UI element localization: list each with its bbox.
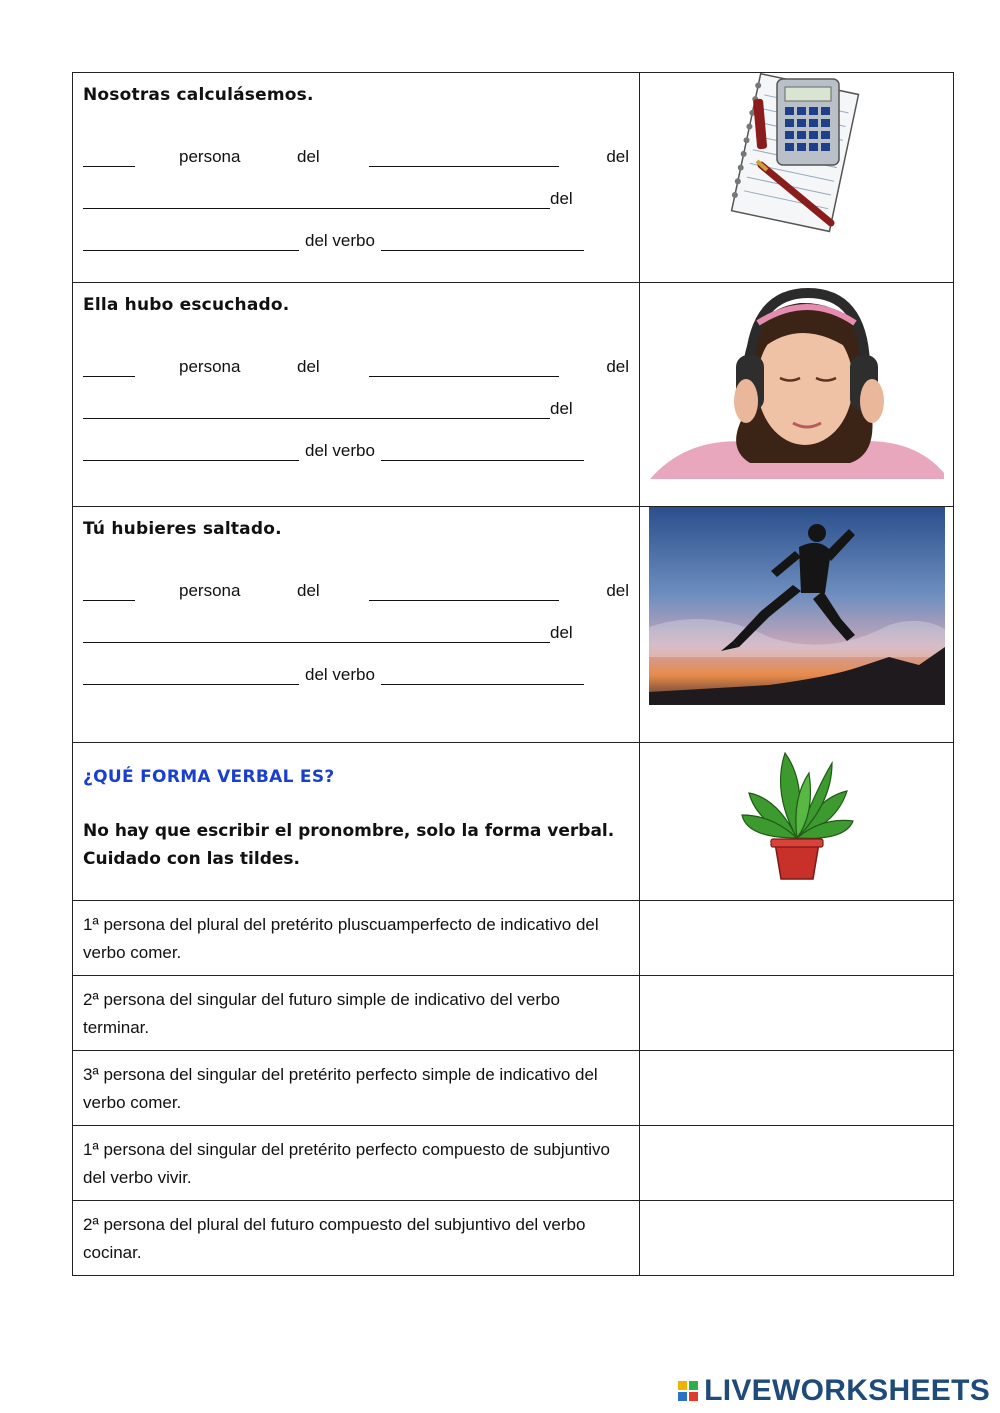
- del-word: del: [550, 623, 573, 642]
- item-row: [73, 976, 954, 1051]
- liveworksheets-mark-icon: [678, 1381, 698, 1401]
- fill-line-3: [83, 209, 629, 251]
- tense-blank[interactable]: [83, 188, 550, 209]
- item-prompt-cell: [73, 976, 640, 1051]
- answer-box[interactable]: [640, 901, 954, 976]
- grammatical-number-blank[interactable]: [369, 580, 559, 601]
- answer-box[interactable]: [640, 1201, 954, 1276]
- calculator-notepad-image: [640, 73, 953, 233]
- mood-blank[interactable]: [83, 230, 299, 251]
- fill-line-1: [83, 559, 629, 601]
- exercise-sentence: Nosotras calculásemos.: [83, 85, 314, 105]
- image-cell: [640, 283, 954, 507]
- girl-headphones-image: [640, 283, 953, 479]
- calculator-notepad-icon: [727, 73, 867, 233]
- exercise-cell: [73, 283, 640, 507]
- del-word: del: [550, 399, 573, 418]
- item-prompt-cell: [73, 1126, 640, 1201]
- item-prompt: 2ª persona del singular del futuro simple de indicativo del verbo terminar.: [83, 990, 560, 1037]
- girl-with-headphones-icon: [650, 283, 944, 479]
- exercise-row: [73, 507, 954, 743]
- del-word: del: [606, 581, 629, 600]
- answer-box[interactable]: [640, 976, 954, 1051]
- image-cell: [640, 73, 954, 283]
- del-verbo-word: del verbo: [305, 231, 375, 250]
- section-header-cell: [73, 743, 640, 901]
- answer-box[interactable]: [640, 1051, 954, 1126]
- item-row: [73, 901, 954, 976]
- section-instructions: No hay que escribir el pronombre, solo la forma verbal. Cuidado con las tildes.: [83, 821, 615, 869]
- del-word: del: [606, 357, 629, 376]
- infinitive-blank[interactable]: [381, 440, 584, 461]
- item-row: [73, 1126, 954, 1201]
- item-prompt: 1ª persona del plural del pretérito pluscuamperfecto de indicativo del verbo comer.: [83, 915, 599, 962]
- item-prompt-cell: [73, 1201, 640, 1276]
- del-word: del: [297, 147, 320, 166]
- mood-blank[interactable]: [83, 440, 299, 461]
- section-title: ¿QUÉ FORMA VERBAL ES?: [83, 767, 335, 787]
- tense-blank[interactable]: [83, 622, 550, 643]
- item-prompt-cell: [73, 1051, 640, 1126]
- item-prompt-cell: [73, 901, 640, 976]
- fill-line-2: [83, 377, 629, 419]
- image-cell: [640, 743, 954, 901]
- exercise-sentence: Tú hubieres saltado.: [83, 519, 282, 539]
- del-word: del: [297, 581, 320, 600]
- fill-line-3: [83, 643, 629, 685]
- del-verbo-word: del verbo: [305, 665, 375, 684]
- person-number-blank[interactable]: [83, 580, 135, 601]
- potted-plant-icon: [737, 743, 857, 883]
- persona-word: persona: [179, 581, 241, 600]
- persona-word: persona: [179, 357, 241, 376]
- answer-box[interactable]: [640, 1126, 954, 1201]
- del-word: del: [606, 147, 629, 166]
- infinitive-blank[interactable]: [381, 664, 584, 685]
- del-verbo-word: del verbo: [305, 441, 375, 460]
- exercise-cell: [73, 73, 640, 283]
- logo-text: LIVEWORKSHEETS: [704, 1374, 990, 1407]
- fill-line-1: [83, 335, 629, 377]
- fill-line-3: [83, 419, 629, 461]
- jumping-silhouette-image: [640, 507, 953, 705]
- mood-blank[interactable]: [83, 664, 299, 685]
- exercise-sentence: Ella hubo escuchado.: [83, 295, 290, 315]
- item-prompt: 3ª persona del singular del pretérito perfecto simple de indicativo del verbo comer.: [83, 1065, 598, 1112]
- section-header-row: [73, 743, 954, 901]
- item-prompt: 1ª persona del singular del pretérito perfecto compuesto de subjuntivo del verbo vivir.: [83, 1140, 610, 1187]
- image-cell: [640, 507, 954, 743]
- item-row: [73, 1201, 954, 1276]
- exercise-cell: [73, 507, 640, 743]
- tense-blank[interactable]: [83, 398, 550, 419]
- item-row: [73, 1051, 954, 1126]
- potted-plant-image: [640, 743, 953, 883]
- fill-line-2: [83, 601, 629, 643]
- persona-word: persona: [179, 147, 241, 166]
- item-prompt: 2ª persona del plural del futuro compuesto del subjuntivo del verbo cocinar.: [83, 1215, 586, 1262]
- grammatical-number-blank[interactable]: [369, 146, 559, 167]
- liveworksheets-logo[interactable]: [678, 1374, 990, 1408]
- exercise-row: [73, 73, 954, 283]
- grammatical-number-blank[interactable]: [369, 356, 559, 377]
- exercise-row: [73, 283, 954, 507]
- infinitive-blank[interactable]: [381, 230, 584, 251]
- fill-line-1: [83, 125, 629, 167]
- person-number-blank[interactable]: [83, 146, 135, 167]
- person-number-blank[interactable]: [83, 356, 135, 377]
- del-word: del: [297, 357, 320, 376]
- del-word: del: [550, 189, 573, 208]
- jumping-person-sunset-icon: [649, 507, 945, 705]
- worksheet-table: [72, 72, 954, 1276]
- fill-line-2: [83, 167, 629, 209]
